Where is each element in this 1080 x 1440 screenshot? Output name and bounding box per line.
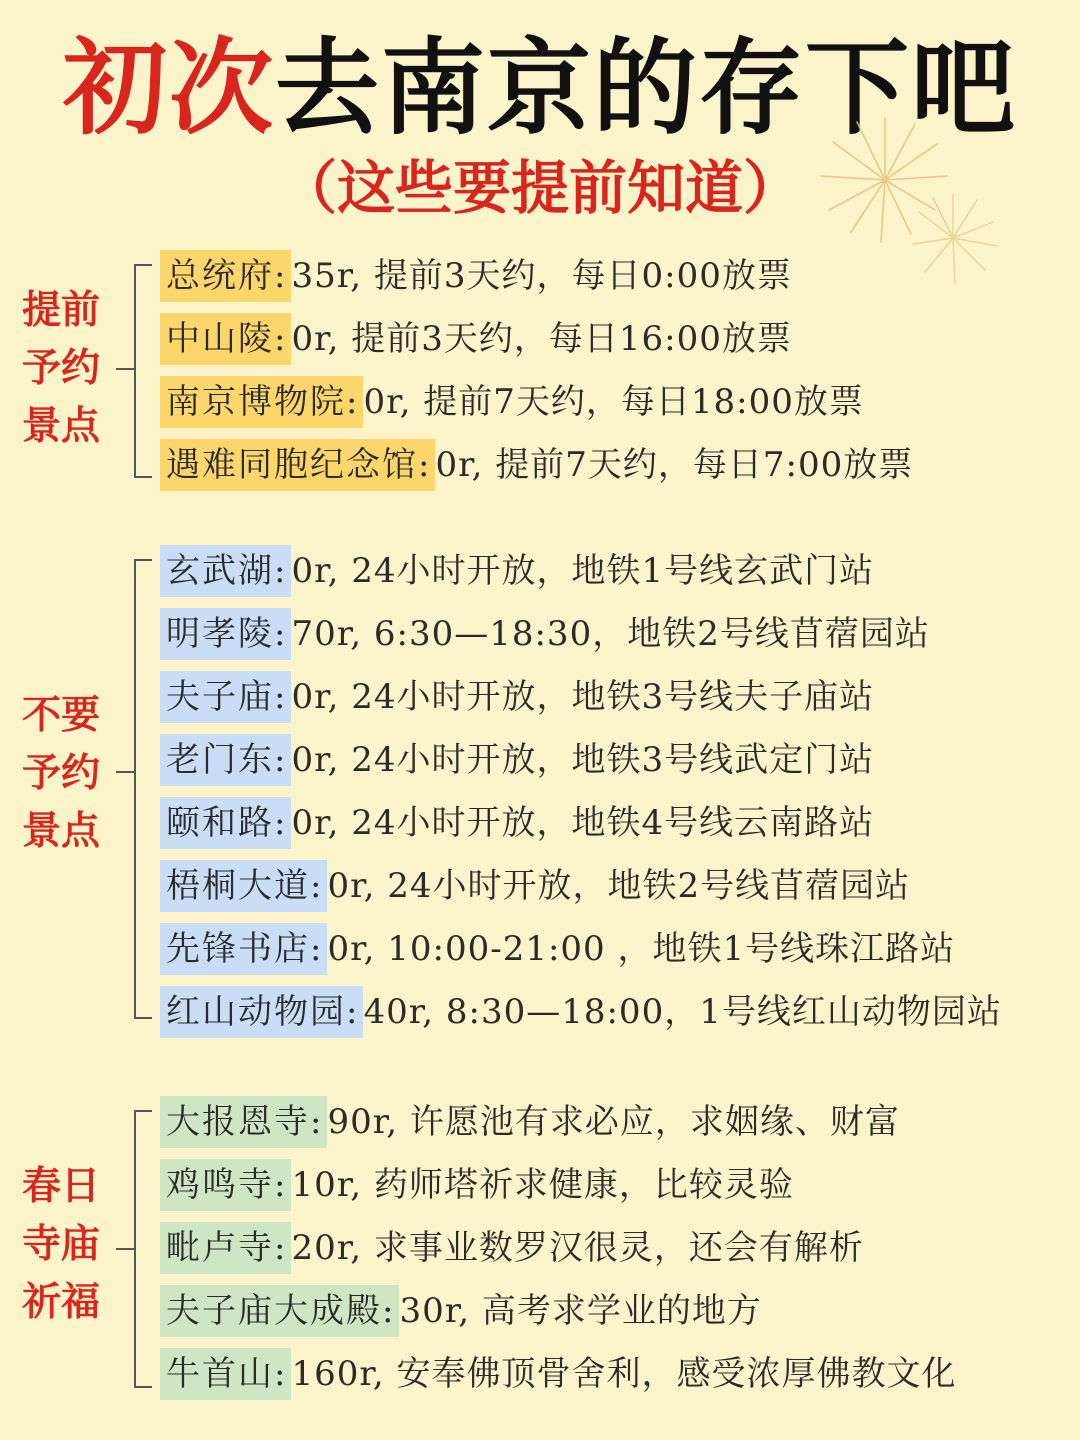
spot-desc: 0r, 24小时开放，地铁3号线夫子庙站 xyxy=(291,677,875,717)
title-red-part: 初次 xyxy=(62,27,275,149)
spot-desc: 0r, 24小时开放，地铁2号线苜蓿园站 xyxy=(327,866,911,906)
list-item xyxy=(160,1096,900,1148)
spot-desc: 30r, 高考求学业的地方 xyxy=(399,1291,762,1331)
list-item xyxy=(160,608,930,660)
list-item xyxy=(160,1222,864,1274)
spot-name: 梧桐大道: xyxy=(160,860,327,912)
spot-desc: 160r, 安奉佛顶骨舍利，感受浓厚佛教文化 xyxy=(291,1354,957,1394)
spot-name: 夫子庙: xyxy=(160,671,291,723)
spot-name: 牛首山: xyxy=(160,1348,291,1400)
bracket xyxy=(134,264,152,478)
spot-desc: 0r, 提前7天约，每日7:00放票 xyxy=(435,445,914,485)
spot-name: 总统府: xyxy=(160,250,291,302)
list-item xyxy=(160,313,792,365)
spot-desc: 10r, 药师塔祈求健康，比较灵验 xyxy=(291,1165,794,1205)
title-black-part: 去南京的存下吧 xyxy=(275,27,1018,149)
spot-name: 鸡鸣寺: xyxy=(160,1159,291,1211)
section-temple-blessing xyxy=(0,1096,1080,1406)
list-item xyxy=(160,923,955,975)
list-item xyxy=(160,1159,794,1211)
spot-name: 遇难同胞纪念馆: xyxy=(160,439,435,491)
section-label: 春日寺庙祈福 xyxy=(22,1164,101,1325)
list-item xyxy=(160,734,874,786)
list-item xyxy=(160,250,792,302)
spot-name: 夫子庙大成殿: xyxy=(160,1285,399,1337)
spot-desc: 40r, 8:30—18:00，1号线红山动物园站 xyxy=(363,992,1002,1032)
bracket-tick xyxy=(116,771,134,773)
spot-desc: 35r, 提前3天约，每日0:00放票 xyxy=(291,256,792,296)
bracket xyxy=(134,1110,152,1388)
list-item xyxy=(160,671,874,723)
spot-name: 老门东: xyxy=(160,734,291,786)
page-subtitle: （这些要提前知道） xyxy=(278,154,801,222)
spot-desc: 70r, 6:30—18:30，地铁2号线苜蓿园站 xyxy=(291,614,930,654)
spot-desc: 0r, 24小时开放，地铁1号线玄武门站 xyxy=(291,551,875,591)
list-item xyxy=(160,439,913,491)
spot-desc: 90r, 许愿池有求必应，求姻缘、财富 xyxy=(327,1102,900,1142)
list-item xyxy=(160,1285,762,1337)
spot-desc: 0r, 10:00-21:00 ，地铁1号线珠江路站 xyxy=(327,929,956,969)
bracket-tick xyxy=(116,1248,134,1250)
section-label: 提前予约景点 xyxy=(22,288,101,449)
section-reservation-required xyxy=(0,250,1080,500)
spot-name: 颐和路: xyxy=(160,797,291,849)
bracket xyxy=(134,559,152,1019)
spot-name: 中山陵: xyxy=(160,313,291,365)
bracket-tick xyxy=(116,368,134,370)
spot-name: 先锋书店: xyxy=(160,923,327,975)
list-item xyxy=(160,860,910,912)
spot-desc: 20r, 求事业数罗汉很灵，还会有解析 xyxy=(291,1228,864,1268)
list-item xyxy=(160,797,874,849)
list-item xyxy=(160,545,874,597)
spot-desc: 0r, 24小时开放，地铁4号线云南路站 xyxy=(291,803,875,843)
list-item xyxy=(160,986,1002,1038)
spot-desc: 0r, 提前7天约，每日18:00放票 xyxy=(363,382,864,422)
spot-name: 南京博物院: xyxy=(160,376,363,428)
spot-desc: 0r, 24小时开放，地铁3号线武定门站 xyxy=(291,740,875,780)
spot-desc: 0r, 提前3天约，每日16:00放票 xyxy=(291,319,792,359)
list-item xyxy=(160,1348,957,1400)
spot-name: 玄武湖: xyxy=(160,545,291,597)
section-no-reservation xyxy=(0,545,1080,1045)
list-item xyxy=(160,376,864,428)
spot-name: 红山动物园: xyxy=(160,986,363,1038)
spot-name: 明孝陵: xyxy=(160,608,291,660)
spot-name: 毗卢寺: xyxy=(160,1222,291,1274)
section-label: 不要予约景点 xyxy=(22,693,101,854)
spot-name: 大报恩寺: xyxy=(160,1096,327,1148)
